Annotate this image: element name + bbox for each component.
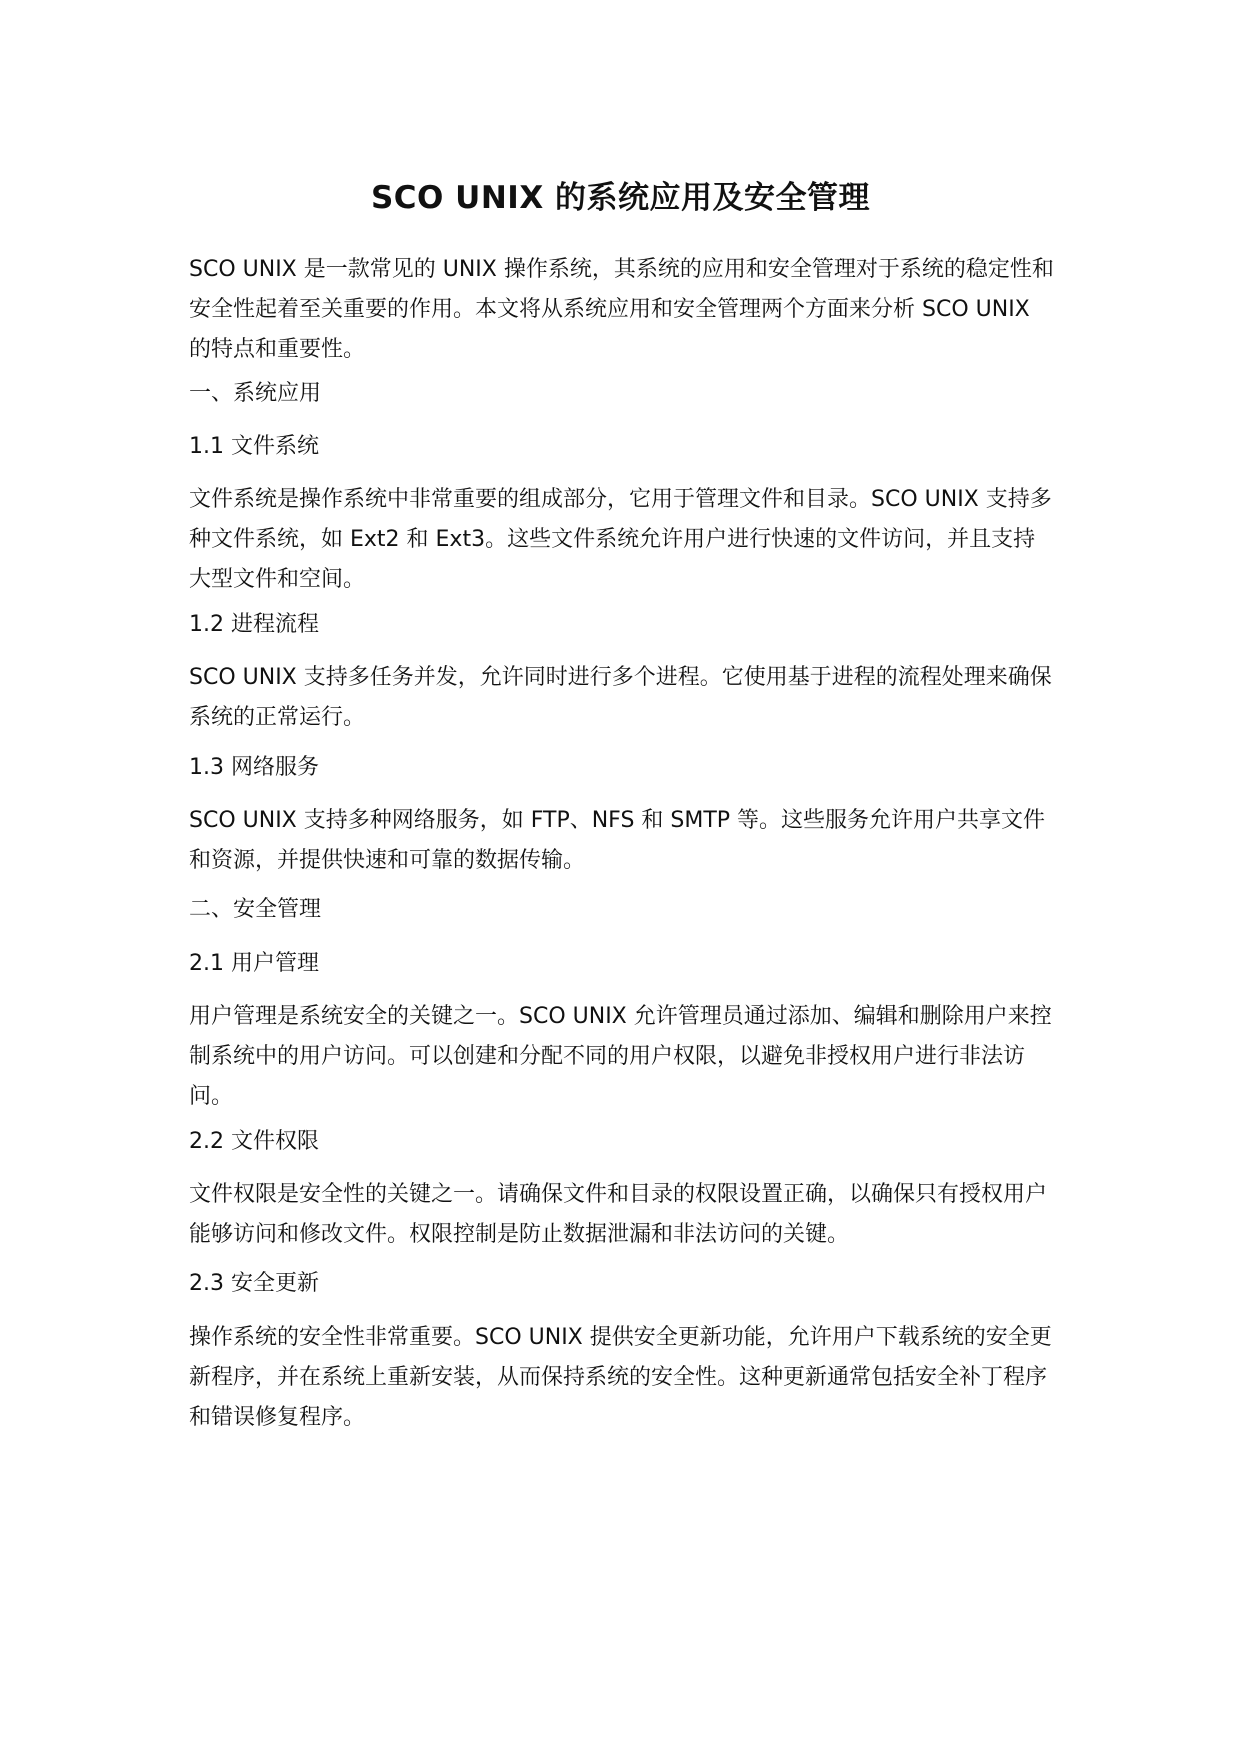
subsection-1-3-heading: 1.3 网络服务	[189, 755, 319, 780]
subsection-1-1-heading: 1.1 文件系统	[189, 434, 319, 459]
subsection-1-1-body: 文件系统是操作系统中非常重要的组成部分，它用于管理文件和目录。SCO UNIX 支持多种文件系统，如 Ext2 和 Ext3。这些文件系统允许用户进行快速的文件访问，并且支持大型文件和空间。	[189, 487, 1052, 592]
subsection-1-2-body: SCO UNIX 支持多任务并发，允许同时进行多个进程。它使用基于进程的流程处理来确保系统的正常运行。	[189, 665, 1052, 730]
subsection-1-3-body: SCO UNIX 支持多种网络服务，如 FTP、NFS 和 SMTP 等。这些服务允许用户共享文件和资源，并提供快速和可靠的数据传输。	[189, 808, 1046, 873]
subsection-2-2-heading: 2.2 文件权限	[189, 1129, 319, 1154]
subsection-2-3-heading: 2.3 安全更新	[189, 1271, 319, 1296]
subsection-2-3-body: 操作系统的安全性非常重要。SCO UNIX 提供安全更新功能，允许用户下载系统的安全更新程序，并在系统上重新安装，从而保持系统的安全性。这种更新通常包括安全补丁程序和错误修复程序。	[189, 1325, 1052, 1430]
subsection-2-1-heading: 2.1 用户管理	[189, 951, 319, 976]
subsection-2-1-body: 用户管理是系统安全的关键之一。SCO UNIX 允许管理员通过添加、编辑和删除用户来控制系统中的用户访问。可以创建和分配不同的用户权限，以避免非授权用户进行非法访问。	[189, 1004, 1052, 1109]
section-1-heading: 一、系统应用	[189, 381, 322, 406]
section-2-heading: 二、安全管理	[189, 897, 322, 922]
document-title: SCO UNIX 的系统应用及安全管理	[370, 180, 871, 216]
subsection-2-2-body: 文件权限是安全性的关键之一。请确保文件和目录的权限设置正确，以确保只有授权用户能够访问和修改文件。权限控制是防止数据泄漏和非法访问的关键。	[189, 1182, 1048, 1247]
subsection-1-2-heading: 1.2 进程流程	[189, 612, 319, 637]
intro-paragraph: SCO UNIX 是一款常见的 UNIX 操作系统，其系统的应用和安全管理对于系统的稳定性和安全性起着至关重要的作用。本文将从系统应用和安全管理两个方面来分析 SCO UNIX 的特点和重要性。	[189, 257, 1054, 362]
